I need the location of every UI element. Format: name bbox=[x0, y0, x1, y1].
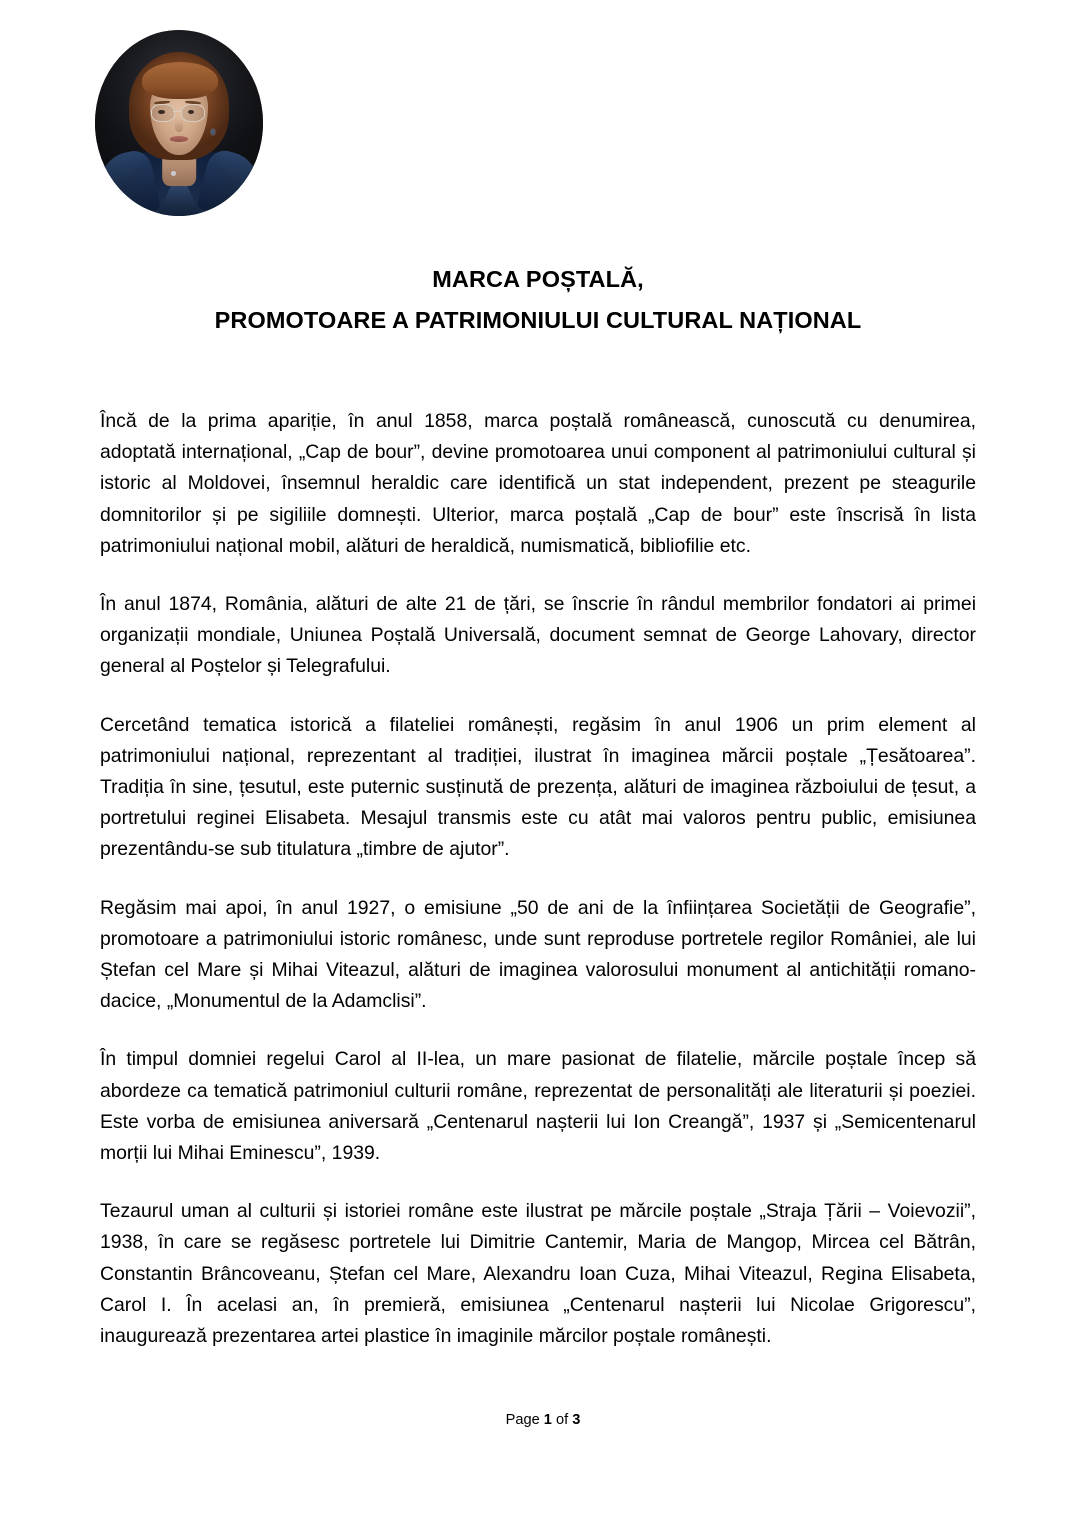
body-paragraph: Regăsim mai apoi, în anul 1927, o emisiune „50 de ani de la înființarea Societății de Geografie”, promotoare a patrimoniului istoric românesc, unde sunt reproduse portretele regilor României, ale lui Ștefan cel Mare și Mihai Viteazul, alături de imaginea valorosului monument al antichității romano-dacice, „Monumentul de la Adamclisi”. bbox=[100, 896, 976, 1013]
portrait-vignette bbox=[95, 30, 263, 216]
author-portrait-container bbox=[95, 30, 263, 216]
page-footer bbox=[0, 1412, 1086, 1428]
document-body bbox=[100, 406, 976, 1352]
footer-current-page: 1 bbox=[543, 1412, 552, 1428]
body-paragraph: Cercetând tematica istorică a filateliei românești, regăsim în anul 1906 un prim element al patrimoniului național, reprezentant al tradiției, ilustrat în imaginea mărcii poștale „Țesătoarea”. Tradiția în sine, țesutul, este puternic susținută de prezența, alături de imaginea războiului de țesut, a portretului reginei Elisabeta. Mesajul transmis este cu atât mai valoros pentru public, emisiunea prezentându-se sub titulatura „timbre de ajutor”. bbox=[100, 713, 976, 861]
body-paragraph: În timpul domniei regelui Carol al II-lea, un mare pasionat de filatelie, mărcile poștale încep să abordeze ca tematică patrimoniul culturii române, reprezentat de personalități ale literaturii și poeziei. Este vorba de emisiunea aniversară „Centenarul nașterii lui Ion Creangă”, 1937 și „Semicentenarul morții lui Mihai Eminescu”, 1939. bbox=[100, 1048, 976, 1165]
body-paragraph: Încă de la prima apariție, în anul 1858, marca poștală românească, cunoscută cu denumirea, adoptată internațional, „Cap de bour”, devine promotoarea unui component al patrimoniului cultural și istoric al Moldovei, însemnul heraldic care identifică un stat independent, prezent pe steagurile domnitorilor și pe sigiliile domnești. Ulterior, marca poștală „Cap de bour” este înscrisă în lista patrimoniului național mobil, alături de heraldică, numismatică, bibliofilie etc. bbox=[100, 410, 976, 557]
body-paragraph: Tezaurul uman al culturii și istoriei române este ilustrat pe mărcile poștale „Straja Țării – Voievozii”, 1938, în care se regăsesc portretele lui Dimitrie Cantemir, Maria de Mangop, Mircea cel Bătrân, Constantin Brâncoveanu, Ștefan cel Mare, Alexandru Ioan Cuza, Mihai Viteazul, Regina Elisabeta, Carol I. În acelasi an, în premieră, emisiunea „Centenarul nașterii lui Nicolae Grigorescu”, inaugurează prezentarea artei plastice în imaginile mărcilor poștale românești. bbox=[100, 1200, 976, 1348]
body-paragraph: În anul 1874, România, alături de alte 21 de țări, se înscrie în rândul membrilor fondatori ai primei organizații mondiale, Uniunea Poștală Universală, document semnat de George Lahovary, director general al Poștelor și Telegrafului. bbox=[100, 593, 976, 678]
page-title-line-2: PROMOTOARE A PATRIMONIULUI CULTURAL NAȚIONAL bbox=[214, 306, 862, 333]
footer-page-middle: of bbox=[551, 1412, 573, 1428]
footer-page-prefix: Page bbox=[505, 1412, 544, 1428]
page-title-line-1: MARCA POȘTALĂ, bbox=[432, 265, 644, 292]
footer-total-pages: 3 bbox=[572, 1412, 581, 1428]
avatar bbox=[95, 30, 263, 216]
page-title bbox=[100, 259, 976, 341]
